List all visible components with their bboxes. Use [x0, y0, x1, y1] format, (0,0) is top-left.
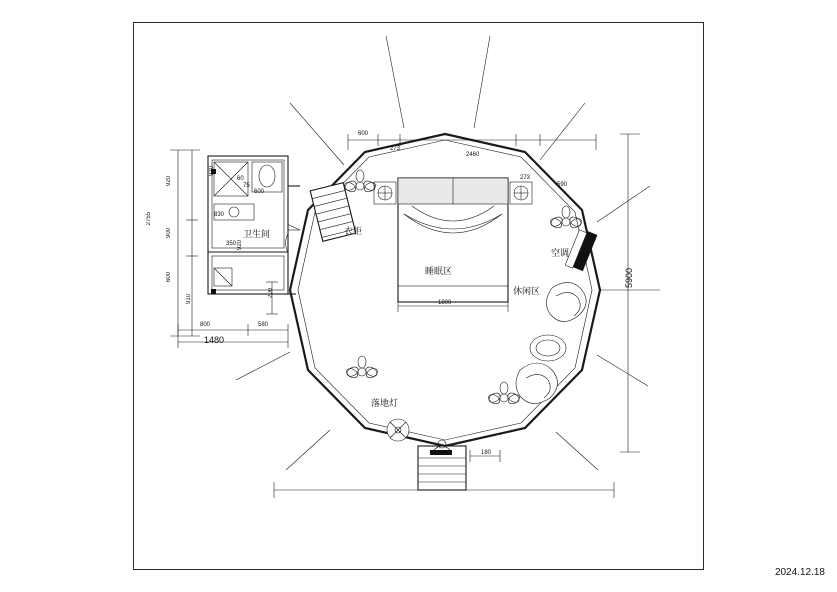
dim-top-1: 600 [358, 131, 369, 137]
drawing-date: 2024.12.18 [774, 567, 825, 578]
room-label-floorlamp: 落地灯 [371, 399, 399, 409]
dim-misc-2: 830 [214, 212, 225, 218]
dim-small-2: 910 [186, 294, 192, 305]
dim-bath-2: 920 [209, 166, 215, 177]
dim-door-width: 180 [481, 450, 492, 456]
dim-bath-bottom-1: 800 [200, 322, 211, 328]
dim-left-p1: 920 [166, 176, 172, 187]
dim-top-5: 590 [557, 182, 568, 188]
dim-bath-3: 920 [237, 240, 243, 251]
entrance-steps [418, 440, 466, 490]
bed-group [374, 178, 532, 302]
room-label-sleeping: 睡眠区 [425, 267, 453, 277]
dim-bed-width: 1800 [438, 300, 452, 306]
dim-small-1: 200 [268, 288, 274, 299]
dim-bath-1: 350 [226, 241, 237, 247]
bathroom-block [208, 156, 300, 294]
dim-bath-5: 60 [237, 176, 244, 182]
room-label-wardrobe: 衣柜 [344, 227, 363, 237]
room-label-bathroom: 卫生间 [243, 230, 271, 240]
dim-bath-4: 600 [254, 189, 265, 195]
dim-left-p3: 600 [166, 272, 172, 283]
room-label-aircon: 空调 [551, 249, 570, 259]
dim-misc-1: 75 [243, 183, 250, 189]
room-label-leisure: 休闲区 [513, 287, 541, 297]
dim-left-p2: 900 [166, 228, 172, 239]
dim-top-2: 273 [390, 146, 401, 152]
dim-bath-width-total: 1480 [204, 335, 225, 345]
dim-right-total: 5900 [624, 268, 634, 289]
dim-top-4: 273 [520, 175, 531, 181]
dim-top-3: 2460 [466, 152, 480, 158]
dim-left-total: 2755 [146, 212, 152, 226]
dim-bath-bottom-2: 580 [258, 322, 269, 328]
floor-lamp [387, 419, 409, 441]
